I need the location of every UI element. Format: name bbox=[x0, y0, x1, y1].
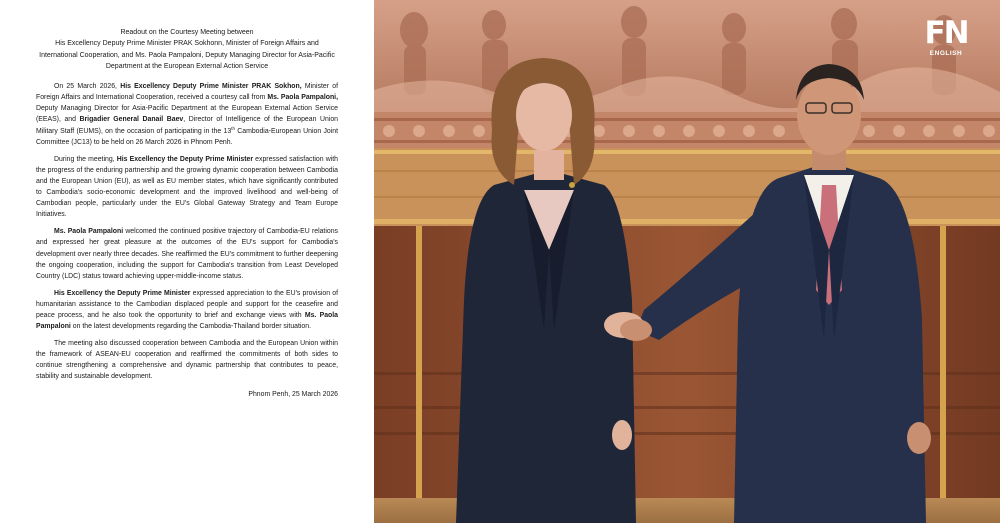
readout-signoff: Phnom Penh, 25 March 2026 bbox=[248, 390, 338, 398]
bold-run: Ms. Paola Pampaloni bbox=[54, 228, 124, 236]
woman-left-hand bbox=[612, 420, 632, 450]
bold-run: Ms. Paola Pampaloni, bbox=[267, 94, 338, 102]
readout-paragraph-2 bbox=[36, 154, 338, 221]
fn-logo-mark: FN bbox=[924, 15, 968, 51]
fn-logo bbox=[922, 15, 970, 66]
readout-paragraph-4 bbox=[36, 288, 338, 332]
readout-paragraph-3 bbox=[36, 226, 338, 281]
text-run: Minister of Foreign Affairs and International Cooperation, received a courtesy call from bbox=[36, 83, 339, 102]
text-run: welcomed the continued positive trajectory of Cambodia-EU relations and expressed her great pleasure at the outcomes of the EU's support for Cambodia's development over nearly three decades. She reaffirmed the EU's commitment to further deepening the ongoing cooperation, including the support for Cambodia's transition from Least Developed Country (LDC) status toward achieving upper-middle-income status. bbox=[36, 228, 338, 280]
text-run: , Director of Intelligence of the European Union Military Staff (EUMS), on the occasion of participating in the 13 bbox=[36, 116, 338, 135]
readout-paragraph-1 bbox=[36, 81, 338, 148]
text-run: During the meeting, bbox=[54, 155, 117, 163]
bold-run: Brigadier General Danail Baev bbox=[79, 116, 184, 124]
readout-title-line: Department at the European External Action Service bbox=[105, 62, 269, 70]
text-run: expressed satisfaction with the progress of the enduring partnership and the growing dynamic cooperation between Cambodia and the European Union (EU), as well as EU member states, which have significantly contributed to Cambodia's socio-economic development and the improved livelihood and well-being of Cambodian people, particularly under the EU's Global Gateway Strategy and Team Europe Initiatives. bbox=[36, 155, 338, 219]
meeting-photo bbox=[374, 0, 1000, 523]
fn-logo-sub: ENGLISH bbox=[929, 50, 963, 57]
gold-trim bbox=[374, 148, 1000, 226]
bold-run: His Excellency Deputy Prime Minister PRAK Sokhon, bbox=[120, 83, 302, 91]
photo-illustration bbox=[374, 0, 1000, 523]
readout-title bbox=[36, 27, 338, 72]
superscript: th bbox=[231, 125, 235, 131]
ornament-rosettes bbox=[383, 125, 995, 137]
readout-paragraph-5: The meeting also discussed cooperation between Cambodia and the European Union within the framework of ASEAN-EU cooperation and reaffirmed the commitments of both sides to continue strengthening a comprehensive and dynamic partnership that contributes to peace, stability and sustainable development. bbox=[36, 340, 338, 381]
readout-title-line: International Cooperation, and Ms. Paola Pampaloni, Deputy Managing Director for Asia-Pacific bbox=[39, 51, 335, 59]
readout-title-line: Readout on the Courtesy Meeting between bbox=[120, 29, 254, 36]
text-run: Deputy Managing Director for Asia-Pacific Department at the European External Action Service (EEAS), and bbox=[36, 105, 338, 124]
bold-run: His Excellency the Deputy Prime Minister bbox=[116, 155, 254, 163]
text-run: on the latest developments regarding the Cambodia-Thailand border situation. bbox=[70, 323, 312, 331]
readout-document bbox=[0, 0, 374, 523]
bold-run: His Excellency the Deputy Prime Minister bbox=[54, 289, 191, 297]
text-run: Cambodia-European Union Joint Committee (JC13) to be held on 26 March 2026 in Phnom Penh. bbox=[36, 127, 339, 146]
man-right-hand bbox=[907, 422, 931, 454]
text-run: expressed appreciation to the EU's provision of humanitarian assistance to the Cambodian displaced people and support for the ceasefire and peace process, and he also took the opportunity to brief and exchange views with bbox=[36, 289, 339, 319]
readout-title-line: His Excellency Deputy Prime Minister PRAK Sokhonn, Minister of Foreign Affairs and bbox=[55, 40, 319, 48]
text-run: On 25 March 2026, bbox=[54, 83, 121, 91]
bold-run: Ms. Paola Pampaloni bbox=[36, 311, 338, 331]
